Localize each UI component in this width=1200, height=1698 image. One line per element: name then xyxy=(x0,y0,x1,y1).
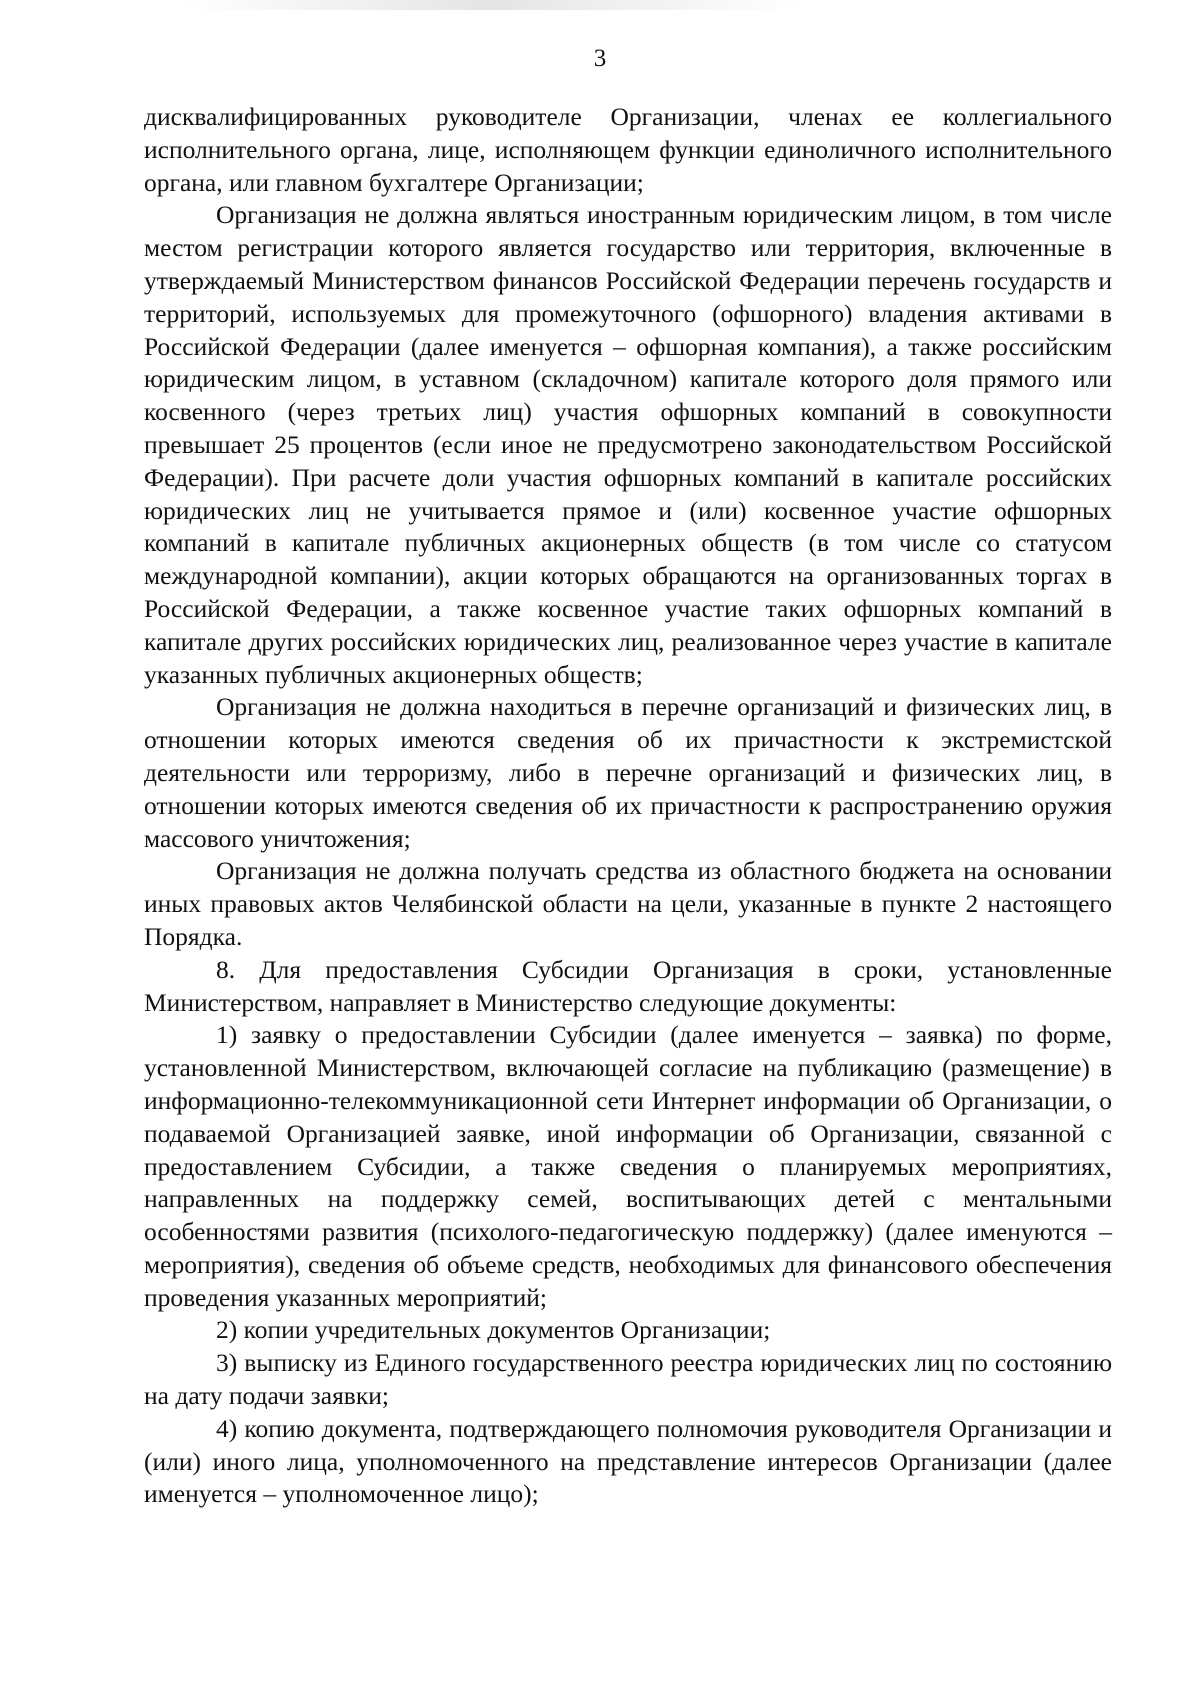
paragraph: Организация не должна являться иностранным юридическим лицом, в том числе местом регистрации которого является государство или территория, включенные в утверждаемый Министерством финансов Российской Федерации перечень государств и территорий, используемых для промежуточного (офшорного) владения активами в Российской Федерации (далее именуется – офшорная компания), а также российским юридическим лицом, в уставном (складочном) капитале которого доля прямого или косвенного (через третьих лиц) участия офшорных компаний в совокупности превышает 25 процентов (если иное не предусмотрено законодательством Российской Федерации). При расчете доли участия офшорных компаний в капитале российских юридических лиц не учитывается прямое и (или) косвенное участие офшорных компаний в капитале публичных акционерных обществ (в том числе со статусом международной компании), акции которых обращаются на организованных торгах в Российской Федерации, а также косвенное участие таких офшорных компаний в капитале других российских юридических лиц, реализованное через участие в капитале указанных публичных акционерных обществ; xyxy=(144,200,1112,689)
paragraph: дисквалифицированных руководителе Организации, членах ее коллегиального исполнительного органа, лице, исполняющем функции единоличного исполнительного органа, или главном бухгалтере Организации; xyxy=(144,102,1112,197)
paragraph: Организация не должна находиться в перечне организаций и физических лиц, в отношении которых имеются сведения об их причастности к экстремистской деятельности или терроризму, либо в перечне организаций и физических лиц, в отношении которых имеются сведения об их причастности к распространению оружия массового уничтожения; xyxy=(144,692,1112,853)
paragraph: 8. Для предоставления Субсидии Организация в сроки, установленные Министерством, направляет в Министерство следующие документы: xyxy=(144,954,1112,1017)
page-number: 3 xyxy=(593,45,607,72)
paragraph: Организация не должна получать средства из областного бюджета на основании иных правовых актов Челябинской области на цели, указанные в пункте 2 настоящего Порядка. xyxy=(144,856,1112,951)
paragraph: 4) копию документа, подтверждающего полномочия руководителя Организации и (или) иного лица, уполномоченного на представление интересов Организации (далее именуется – уполномоченное лицо); xyxy=(144,1413,1112,1509)
scan-artifact xyxy=(180,0,800,10)
paragraph: 2) копии учредительных документов Организации; xyxy=(216,1315,771,1345)
paragraph: 1) заявку о предоставлении Субсидии (далее именуется – заявка) по форме, установленной Министерством, включающей согласие на публикацию (размещение) в информационно-телекоммуникационной сети Интернет информации об Организации, о подаваемой Организацией заявке, иной информации об Организации, связанной с предоставлением Субсидии, а также сведения о планируемых мероприятиях, направленных на поддержку семей, воспитывающих детей с ментальными особенностями развития (психолого-педагогическую поддержку) (далее именуются – мероприятия), сведения об объеме средств, необходимых для финансового обеспечения проведения указанных мероприятий; xyxy=(144,1020,1112,1312)
body-text xyxy=(144,101,1112,1511)
paragraph: 3) выписку из Единого государственного реестра юридических лиц по состоянию на дату подачи заявки; xyxy=(144,1348,1112,1411)
